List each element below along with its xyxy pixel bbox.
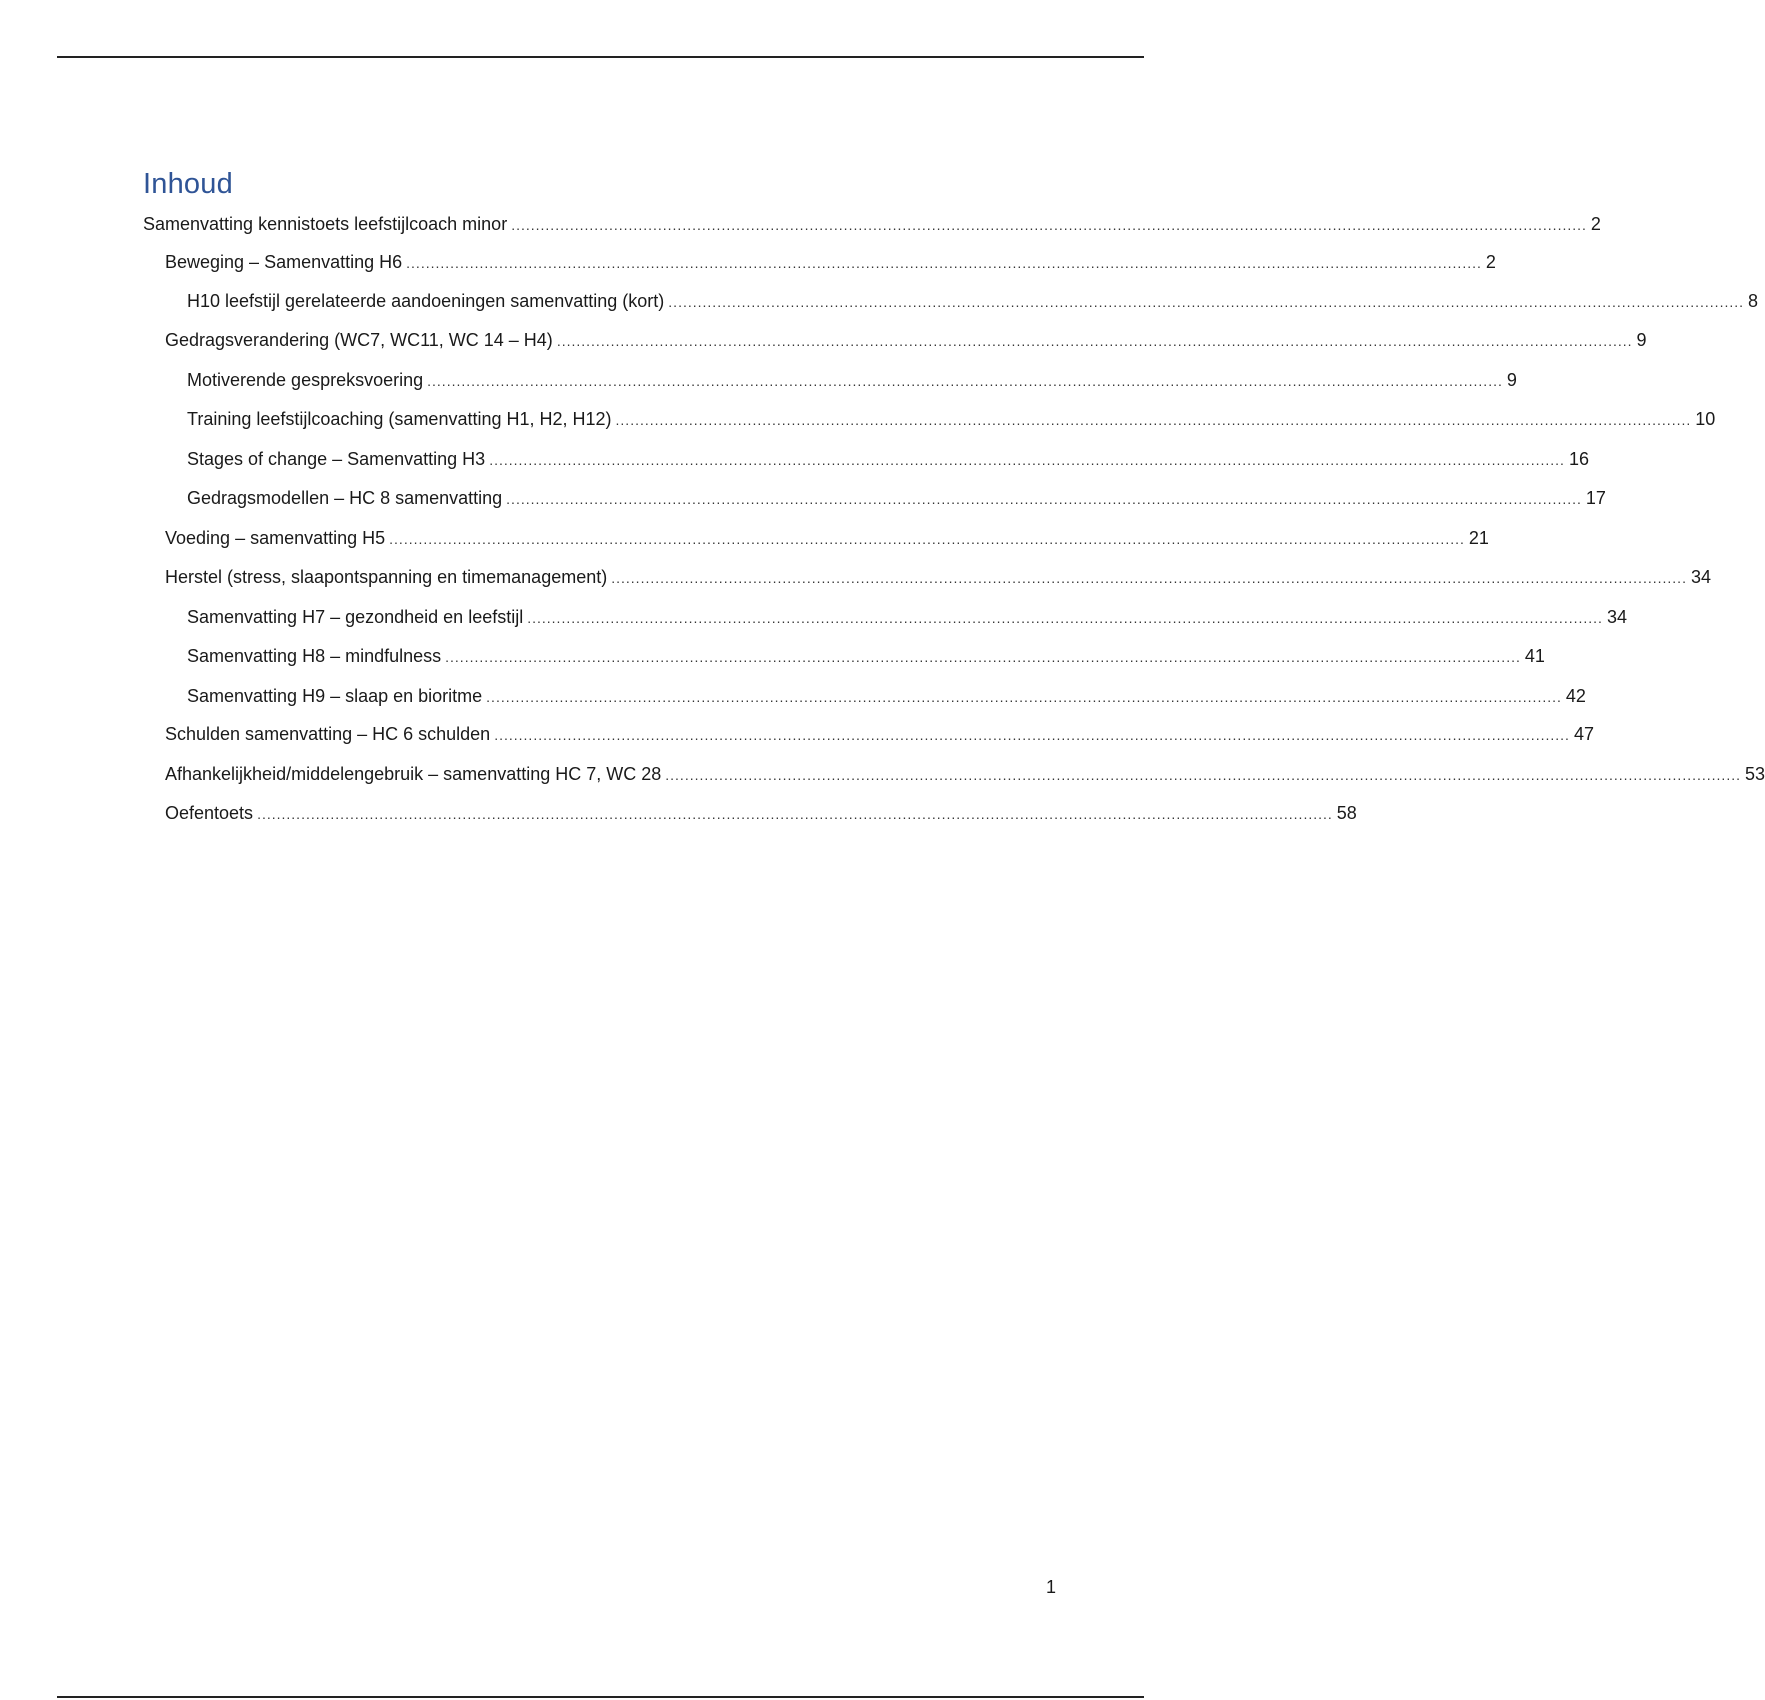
dot-leader: ............................................................................................................................................................................................................................ bbox=[427, 373, 1503, 389]
toc-entry-page: 34 bbox=[1606, 607, 1627, 627]
dot-leader: ............................................................................................................................................................................................................................ bbox=[257, 806, 1333, 822]
toc-entry[interactable] bbox=[187, 447, 1589, 471]
toc-entry[interactable] bbox=[165, 762, 1765, 786]
toc-entry[interactable] bbox=[165, 722, 1594, 746]
dot-leader: ............................................................................................................................................................................................................................ bbox=[489, 452, 1565, 468]
dot-leader: ............................................................................................................................................................................................................................ bbox=[668, 294, 1745, 310]
toc-entry-page: 53 bbox=[1745, 764, 1765, 784]
toc-entry-label: Beweging – Samenvatting H6 bbox=[165, 252, 403, 272]
toc-entry-label: Samenvatting H8 – mindfulness bbox=[187, 646, 442, 666]
page-number: 1 bbox=[1045, 1577, 1056, 1597]
toc-entry[interactable] bbox=[187, 289, 1759, 313]
toc-entry-label: Schulden samenvatting – HC 6 schulden bbox=[165, 724, 491, 744]
toc-entry-label: Samenvatting kennistoets leefstijlcoach minor bbox=[143, 214, 508, 234]
dot-leader: ............................................................................................................................................................................................................................ bbox=[665, 767, 1741, 783]
toc-entry-label: Afhankelijkheid/middelengebruik – samenvatting HC 7, WC 28 bbox=[165, 764, 662, 784]
toc-entry-page: 2 bbox=[1485, 252, 1496, 272]
dot-leader: ............................................................................................................................................................................................................................ bbox=[611, 570, 1687, 586]
dot-leader: ............................................................................................................................................................................................................................ bbox=[389, 531, 1465, 547]
toc-entry-page: 21 bbox=[1468, 528, 1489, 548]
toc-entry-label: Voeding – samenvatting H5 bbox=[165, 528, 386, 548]
toc-entry-page: 8 bbox=[1748, 291, 1759, 311]
toc-entry-label: Training leefstijlcoaching (samenvatting H1, H2, H12) bbox=[187, 409, 612, 429]
toc-entry[interactable] bbox=[187, 368, 1517, 392]
toc-entry[interactable] bbox=[165, 328, 1647, 352]
toc-entry-label: Samenvatting H9 – slaap en bioritme bbox=[187, 686, 483, 706]
toc-entry-page: 2 bbox=[1590, 214, 1601, 234]
toc-entry[interactable] bbox=[187, 486, 1606, 510]
dot-leader: ............................................................................................................................................................................................................................ bbox=[494, 727, 1570, 743]
toc-entry-page: 9 bbox=[1636, 330, 1647, 350]
toc-entry-page: 42 bbox=[1565, 686, 1586, 706]
toc-entry-page: 16 bbox=[1568, 449, 1589, 469]
toc-entry[interactable] bbox=[165, 801, 1357, 825]
toc-entry[interactable] bbox=[187, 605, 1627, 629]
toc-entry-label: Gedragsmodellen – HC 8 samenvatting bbox=[187, 488, 503, 508]
toc-entry-label: H10 leefstijl gerelateerde aandoeningen samenvatting (kort) bbox=[187, 291, 665, 311]
dot-leader: ............................................................................................................................................................................................................................ bbox=[556, 333, 1633, 349]
toc-entry-label: Motiverende gespreksvoering bbox=[187, 370, 424, 390]
toc-entry-page: 10 bbox=[1695, 409, 1716, 429]
dot-leader: ............................................................................................................................................................................................................................ bbox=[511, 217, 1587, 233]
dot-leader: ............................................................................................................................................................................................................................ bbox=[406, 255, 1482, 271]
dot-leader: ............................................................................................................................................................................................................................ bbox=[506, 491, 1582, 507]
toc-entry[interactable] bbox=[187, 684, 1586, 708]
toc-entry[interactable] bbox=[143, 212, 1601, 236]
toc-entry[interactable] bbox=[187, 407, 1716, 431]
toc-entry-label: Herstel (stress, slaapontspanning en timemanagement) bbox=[165, 567, 608, 587]
dot-leader: ............................................................................................................................................................................................................................ bbox=[615, 412, 1692, 428]
toc-entry-label: Stages of change – Samenvatting H3 bbox=[187, 449, 486, 469]
toc-entry-label: Gedragsverandering (WC7, WC11, WC 14 – H4) bbox=[165, 330, 553, 350]
toc-entry-page: 17 bbox=[1585, 488, 1606, 508]
dot-leader: ............................................................................................................................................................................................................................ bbox=[445, 649, 1521, 665]
toc-entry[interactable] bbox=[165, 565, 1711, 589]
toc-entry-page: 9 bbox=[1506, 370, 1517, 390]
toc-entry-label: Oefentoets bbox=[165, 803, 254, 823]
toc-entry-page: 58 bbox=[1336, 803, 1357, 823]
toc-entry[interactable] bbox=[165, 250, 1496, 274]
footer-rule bbox=[57, 1696, 1144, 1698]
toc-entry[interactable] bbox=[165, 526, 1489, 550]
toc-title: Inhoud bbox=[143, 168, 233, 200]
toc-entry-page: 41 bbox=[1524, 646, 1545, 666]
dot-leader: ............................................................................................................................................................................................................................ bbox=[486, 689, 1562, 705]
toc-entry-page: 47 bbox=[1573, 724, 1594, 744]
toc-entry-label: Samenvatting H7 – gezondheid en leefstijl bbox=[187, 607, 524, 627]
dot-leader: ............................................................................................................................................................................................................................ bbox=[527, 610, 1603, 626]
toc-entry[interactable] bbox=[187, 644, 1545, 668]
toc-entry-page: 34 bbox=[1690, 567, 1711, 587]
